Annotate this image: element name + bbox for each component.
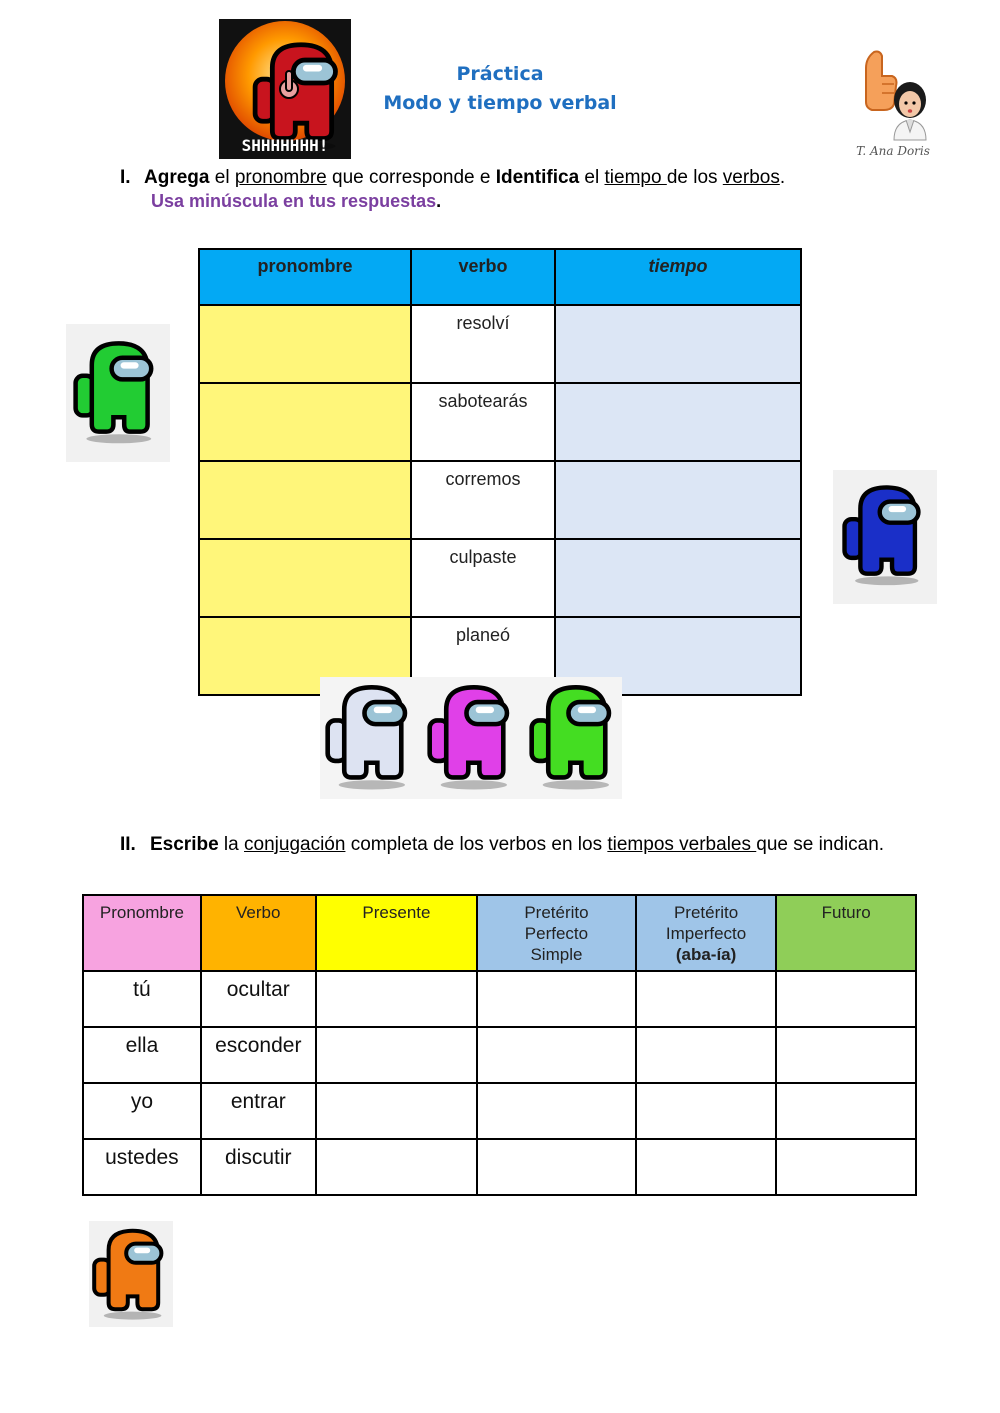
presente-answer-cell[interactable] [316, 1083, 478, 1139]
green-crewmate-icon [66, 324, 170, 462]
futuro-answer-cell[interactable] [776, 1139, 916, 1195]
crewmates-group-icon [320, 677, 622, 799]
pronoun-answer-cell[interactable] [199, 383, 411, 461]
title-line2: Modo y tiempo verbal [383, 92, 617, 114]
instr-word: conjugación [244, 834, 346, 855]
tense-answer-cell[interactable] [555, 383, 801, 461]
title-line1: Práctica [456, 63, 544, 85]
verb-cell: resolví [411, 305, 555, 383]
header-pronombre: Pronombre [83, 895, 201, 971]
table-row [199, 383, 801, 461]
presente-answer-cell[interactable] [316, 1027, 478, 1083]
pronoun-answer-cell[interactable] [199, 461, 411, 539]
instr-word: que se indican. [756, 834, 885, 855]
pronoun-cell: ella [83, 1027, 201, 1083]
table-header-row [83, 895, 916, 971]
table-row [199, 461, 801, 539]
pi-answer-cell[interactable] [636, 1083, 777, 1139]
teacher-avatar [848, 48, 938, 160]
conjugation-table [82, 894, 917, 1196]
instruction-section-2 [120, 833, 884, 857]
instruction-section-1 [120, 166, 785, 190]
lowercase-note [151, 191, 441, 212]
table-row [83, 1027, 916, 1083]
verb-cell: sabotearás [411, 383, 555, 461]
note-period: . [436, 191, 442, 211]
pronoun-answer-cell[interactable] [199, 539, 411, 617]
instr-word: Identifica [495, 167, 580, 188]
table-row [83, 971, 916, 1027]
shhh-logo [219, 19, 351, 159]
tense-answer-cell[interactable] [555, 461, 801, 539]
header-tiempo: tiempo [555, 249, 801, 305]
instr-word: tiempo [604, 167, 667, 188]
futuro-answer-cell[interactable] [776, 971, 916, 1027]
header-futuro: Futuro [776, 895, 916, 971]
table-row [199, 539, 801, 617]
header-pronombre: pronombre [199, 249, 411, 305]
instr-word: Escribe [150, 834, 219, 855]
tense-answer-cell[interactable] [555, 539, 801, 617]
note-text: Usa minúscula en tus respuestas [151, 191, 437, 211]
pi-answer-cell[interactable] [636, 1027, 777, 1083]
verb-cell: entrar [201, 1083, 316, 1139]
presente-answer-cell[interactable] [316, 971, 478, 1027]
pronoun-cell: yo [83, 1083, 201, 1139]
instr-word: la [218, 834, 245, 855]
page-title [380, 60, 620, 118]
pronoun-cell: tú [83, 971, 201, 1027]
section-number: II. [120, 834, 136, 855]
instr-word: de los [666, 167, 723, 188]
pronoun-answer-cell[interactable] [199, 305, 411, 383]
instr-word: que corresponde e [326, 167, 496, 188]
instr-word: Agrega [144, 167, 210, 188]
instr-word: el [579, 167, 605, 188]
verb-tense-table [198, 248, 802, 696]
instr-word: pronombre [234, 167, 327, 188]
instr-word: completa de los verbos en los [345, 834, 608, 855]
header-verbo: verbo [411, 249, 555, 305]
futuro-answer-cell[interactable] [776, 1027, 916, 1083]
section-number: I. [120, 167, 131, 188]
header-line: (aba-ía) [675, 945, 737, 964]
header-line: Imperfecto [665, 924, 747, 943]
header-presente: Presente [316, 895, 478, 971]
header-line: Pretérito [673, 903, 739, 922]
presente-answer-cell[interactable] [316, 1139, 478, 1195]
table-row [83, 1139, 916, 1195]
teacher-signature: T. Ana Doris [856, 144, 930, 158]
header-preterito-imperfecto [636, 895, 777, 971]
pronoun-cell: ustedes [83, 1139, 201, 1195]
blue-crewmate-icon [833, 470, 937, 604]
table-row [199, 305, 801, 383]
logo-text: SHHHHHHH! [241, 136, 329, 155]
verb-cell: culpaste [411, 539, 555, 617]
pi-answer-cell[interactable] [636, 971, 777, 1027]
table-row [83, 1083, 916, 1139]
instr-word: . [779, 167, 786, 188]
header-preterito-perfecto-simple [477, 895, 636, 971]
instr-word: tiempos verbales [607, 834, 757, 855]
pps-answer-cell[interactable] [477, 1027, 636, 1083]
header-verbo: Verbo [201, 895, 316, 971]
tense-answer-cell[interactable] [555, 305, 801, 383]
pps-answer-cell[interactable] [477, 971, 636, 1027]
header-line: Pretérito [524, 903, 589, 922]
pi-answer-cell[interactable] [636, 1139, 777, 1195]
verb-cell: esconder [201, 1027, 316, 1083]
verb-cell: planeó [411, 617, 555, 695]
instr-word: el [209, 167, 235, 188]
orange-crewmate-icon [89, 1221, 173, 1327]
futuro-answer-cell[interactable] [776, 1083, 916, 1139]
pps-answer-cell[interactable] [477, 1083, 636, 1139]
verb-cell: discutir [201, 1139, 316, 1195]
instr-word: verbos [722, 167, 780, 188]
header-line: Perfecto [524, 924, 589, 943]
table-header-row [199, 249, 801, 305]
pps-answer-cell[interactable] [477, 1139, 636, 1195]
header-line: Simple [530, 945, 583, 964]
verb-cell: corremos [411, 461, 555, 539]
verb-cell: ocultar [201, 971, 316, 1027]
